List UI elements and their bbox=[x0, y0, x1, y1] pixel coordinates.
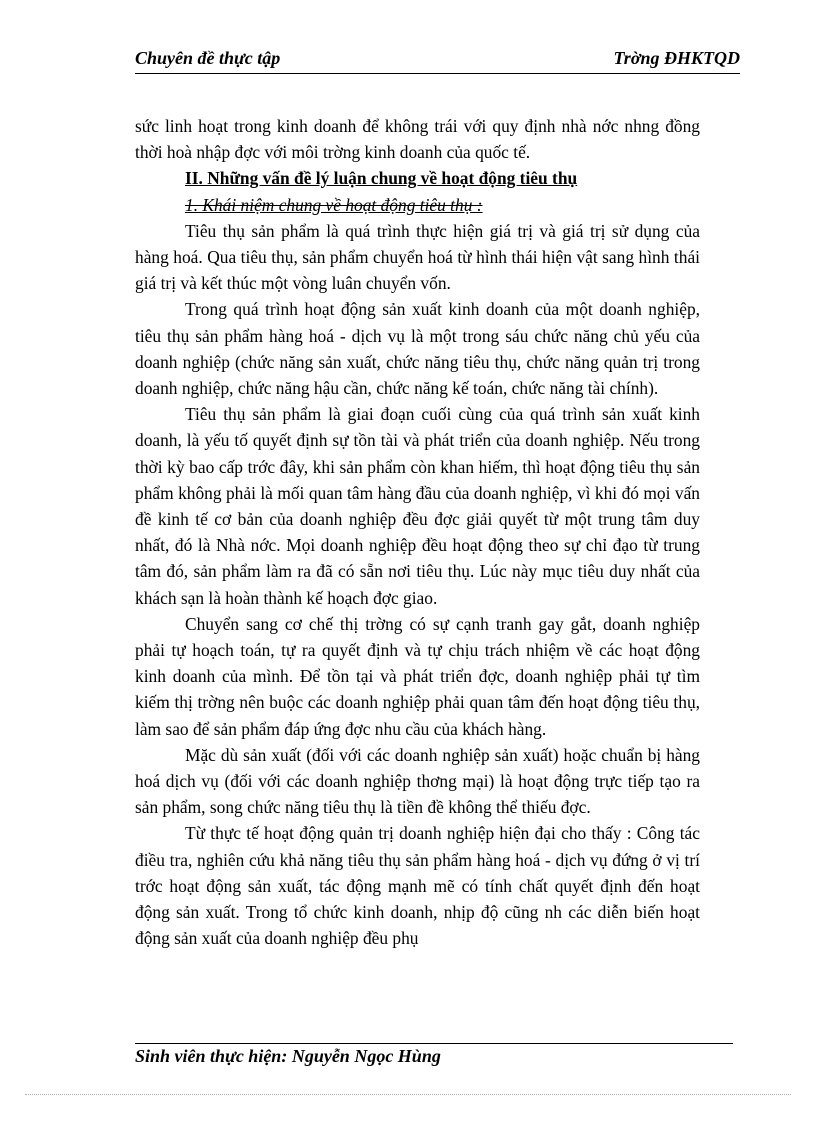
header-school-name: Trờng ĐHKTQD bbox=[613, 48, 740, 68]
body-paragraph: Trong quá trình hoạt động sản xuất kinh doanh của một doanh nghiệp, tiêu thụ sản phẩm hàng hoá - dịch vụ là một trong sáu chức năng chủ yếu của doanh nghiệp (chức năng sản xuất, chức năng tiêu thụ, chức năng quản trị trong doanh nghiệp, chức năng hậu cần, chức năng kế toán, chức năng tài chính). bbox=[135, 299, 700, 399]
body-paragraph: Tiêu thụ sản phẩm là giai đoạn cuối cùng của quá trình sản xuất kinh doanh, là yếu tố quyết định sự tồn tài và phát triển của doanh nghiệp. Nếu trong thời kỳ bao cấp trớc đây, khi sản phẩm còn khan hiếm, thì hoạt động tiêu thụ sản phẩm không phải là mối quan tâm hàng đầu của doanh nghiệp, vì khi đó mọi vấn đề kinh tế cơ bản của doanh nghiệp đều đợc giải quyết từ một trung tâm duy nhất, đó là Nhà nớc. Mọi doanh nghiệp đều hoạt động theo sự chỉ đạo từ trung tâm đó, sản phẩm làm ra đã có sẵn nơi tiêu thụ. Lúc này mục tiêu duy nhất của khách sạn là hoàn thành kế hoạch đợc giao. bbox=[135, 404, 700, 608]
body-paragraph: Từ thực tế hoạt động quản trị doanh nghiệp hiện đại cho thấy : Công tác điều tra, nghiên cứu khả năng tiêu thụ sản phẩm hàng hoá - dịch vụ đứng ở vị trí trớc hoạt động sản xuất, tác động mạnh mẽ có tính chất quyết định đến hoạt động sản xuất. Trong tổ chức kinh doanh, nhịp độ cũng nh các diễn biến hoạt động sản xuất của doanh nghiệp đều phụ bbox=[135, 823, 700, 949]
document-body bbox=[135, 113, 700, 952]
body-paragraph: Tiêu thụ sản phẩm là quá trình thực hiện giá trị và giá trị sử dụng của hàng hoá. Qua tiêu thụ, sản phẩm chuyển hoá từ hình thái hiện vật sang hình thái giá trị và kết thúc một vòng luân chuyển vốn. bbox=[135, 220, 700, 294]
page-header bbox=[135, 47, 740, 74]
page-bottom-border bbox=[25, 1094, 791, 1095]
header-document-title: Chuyên đề thực tập bbox=[135, 48, 281, 68]
subsection-heading: 1. Khái niệm chung về hoạt động tiêu thụ : bbox=[185, 194, 483, 215]
body-paragraph: Chuyển sang cơ chế thị trờng có sự cạnh tranh gay gắt, doanh nghiệp phải tự hoạch toán, tự ra quyết định và tự chịu trách nhiệm về các hoạt động kinh doanh của mình. Để tồn tại và phát triển đợc, doanh nghiệp phải tự tìm kiếm thị trờng nên buộc các doanh nghiệp phải quan tâm đến hoạt động tiêu thụ, làm sao để sản phẩm đáp ứng đợc nhu cầu của khách hàng. bbox=[135, 613, 700, 739]
section-heading: II. Những vấn đề lý luận chung về hoạt động tiêu thụ bbox=[185, 168, 578, 189]
body-paragraph: Mặc dù sản xuất (đối với các doanh nghiệp sản xuất) hoặc chuẩn bị hàng hoá dịch vụ (đối với các doanh nghiệp thơng mại) là hoạt động trực tiếp tạo ra sản phẩm, song chức năng tiêu thụ là tiền đề không thể thiếu đợc. bbox=[135, 744, 700, 818]
footer-student-name: Sinh viên thực hiện: Nguyễn Ngọc Hùng bbox=[135, 1046, 441, 1066]
intro-paragraph: sức linh hoạt trong kinh doanh để không trái với quy định nhà nớc nhng đồng thời hoà nhập đợc với môi trờng kinh doanh của quốc tế. bbox=[135, 116, 700, 163]
page-footer bbox=[135, 1043, 733, 1067]
